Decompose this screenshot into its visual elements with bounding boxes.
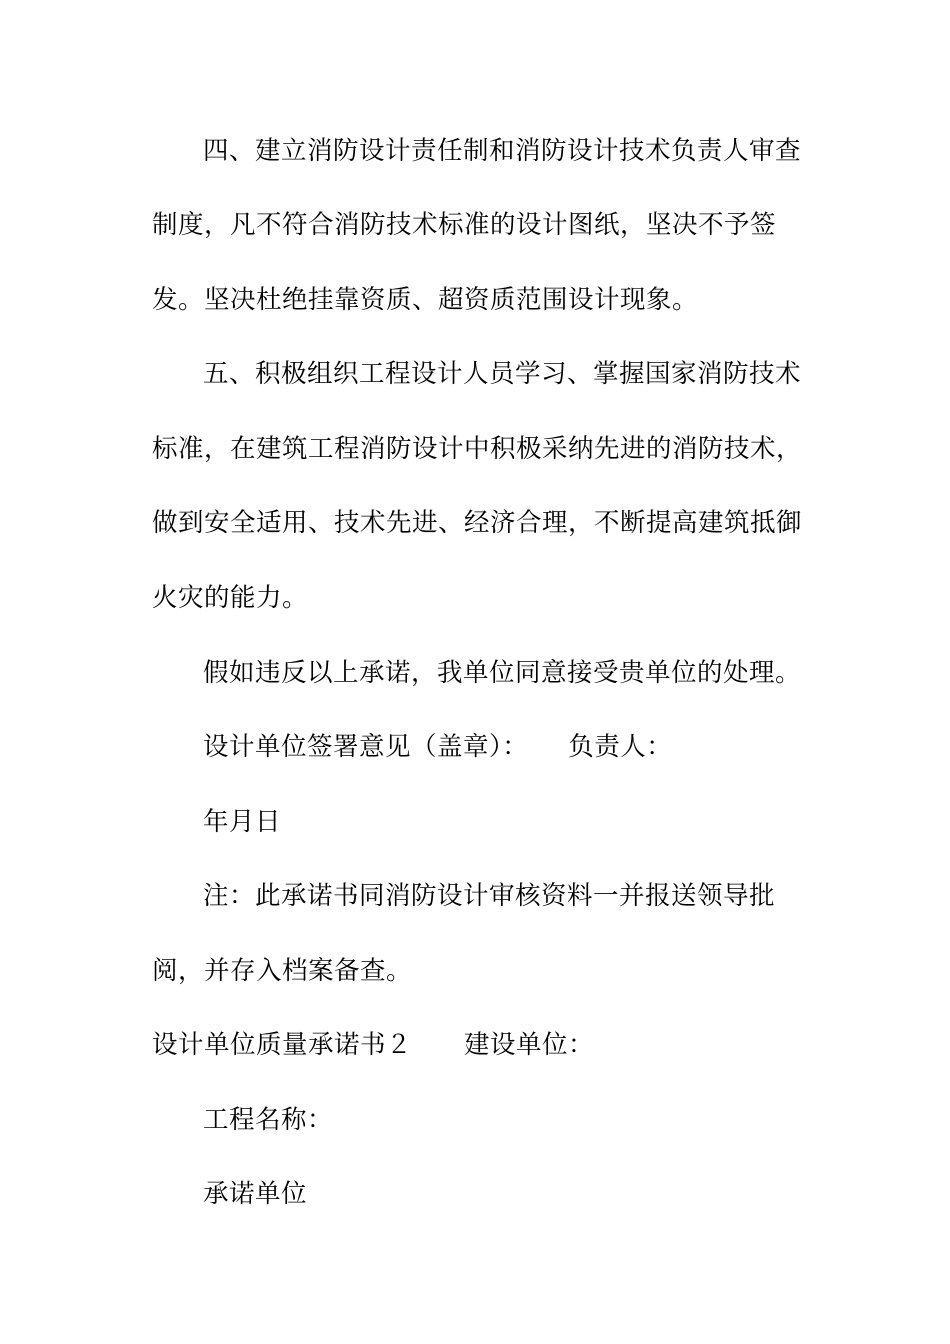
paragraph-four-line-1: 四、建立消防设计责任制和消防设计技术负责人审查 <box>203 136 802 166</box>
paragraph-four-line-2: 制度，凡不符合消防技术标准的设计图纸，坚决不予签 <box>152 210 777 240</box>
construction-unit-label: 建设单位： <box>464 1030 595 1060</box>
paragraph-five-line-4: 火灾的能力。 <box>152 583 309 613</box>
project-name-label: 工程名称： <box>203 1105 334 1135</box>
note-line-2: 阅，并存入档案备查。 <box>152 956 413 986</box>
date-label: 年月日 <box>203 807 282 837</box>
signature-row <box>203 730 672 764</box>
second-title-row <box>152 1028 594 1062</box>
note-line-1: 注：此承诺书同消防设计审核资料一并报送领导批 <box>203 881 776 911</box>
responsible-label: 负责人： <box>568 732 673 762</box>
paragraph-five-line-2: 标准，在建筑工程消防设计中积极采纳先进的消防技术， <box>152 434 803 464</box>
signature-label: 设计单位签署意见（盖章）： <box>203 732 529 762</box>
paragraph-five-line-3: 做到安全适用、技术先进、经济合理，不断提高建筑抵御 <box>152 508 803 538</box>
document-title-2: 设计单位质量承诺书２ <box>152 1030 413 1060</box>
promising-unit-label: 承诺单位 <box>203 1179 308 1209</box>
violation-clause: 假如违反以上承诺，我单位同意接受贵单位的处理。 <box>203 658 802 688</box>
paragraph-four-line-3: 发。坚决杜绝挂靠资质、超资质范围设计现象。 <box>152 285 699 315</box>
paragraph-five-line-1: 五、积极组织工程设计人员学习、掌握国家消防技术 <box>203 359 802 389</box>
